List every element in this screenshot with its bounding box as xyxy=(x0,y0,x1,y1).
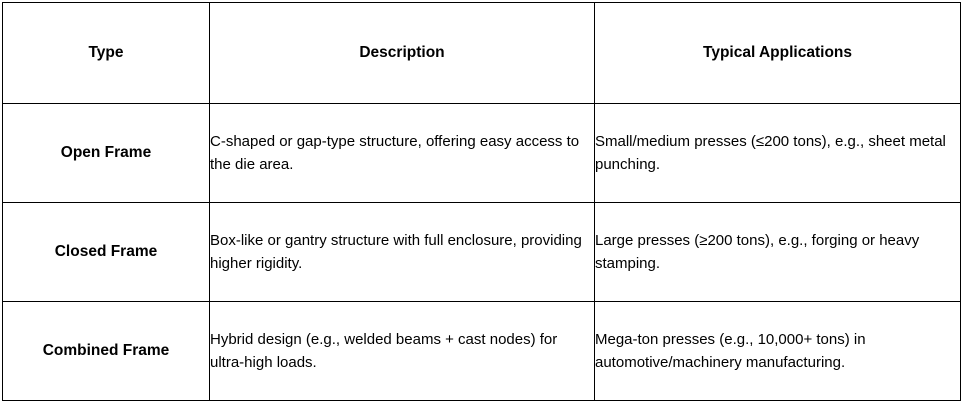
table-header-row xyxy=(3,3,961,104)
column-header-type: Type xyxy=(3,3,210,104)
cell-type: Combined Frame xyxy=(3,302,210,401)
table-body xyxy=(3,104,961,401)
table-row xyxy=(3,302,961,401)
cell-applications: Small/medium presses (≤200 tons), e.g., sheet metal punching. xyxy=(595,104,961,203)
cell-type: Closed Frame xyxy=(3,203,210,302)
column-header-applications: Typical Applications xyxy=(595,3,961,104)
cell-description: Hybrid design (e.g., welded beams + cast nodes) for ultra-high loads. xyxy=(210,302,595,401)
cell-applications: Large presses (≥200 tons), e.g., forging or heavy stamping. xyxy=(595,203,961,302)
table-row xyxy=(3,203,961,302)
column-header-description: Description xyxy=(210,3,595,104)
cell-type: Open Frame xyxy=(3,104,210,203)
cell-applications: Mega-ton presses (e.g., 10,000+ tons) in automotive/machinery manufacturing. xyxy=(595,302,961,401)
cell-description: C-shaped or gap-type structure, offering easy access to the die area. xyxy=(210,104,595,203)
table-header xyxy=(3,3,961,104)
table-row xyxy=(3,104,961,203)
press-frame-types-table xyxy=(2,2,961,401)
cell-description: Box-like or gantry structure with full enclosure, providing higher rigidity. xyxy=(210,203,595,302)
